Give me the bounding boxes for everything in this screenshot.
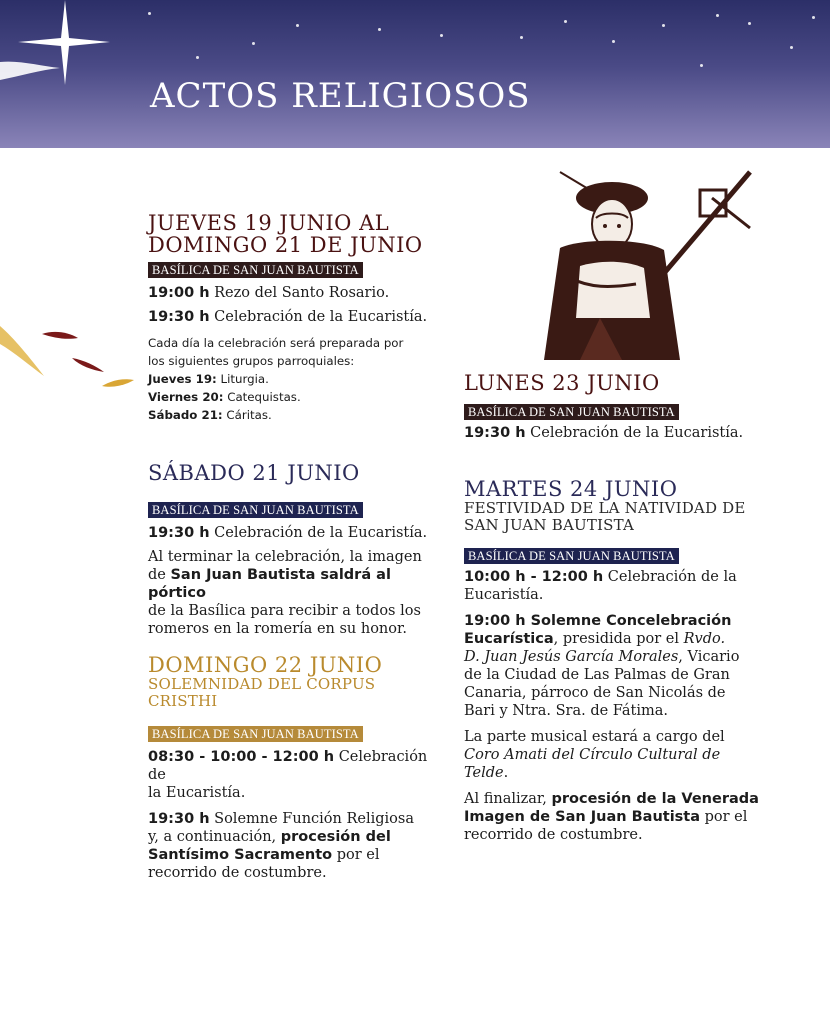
event-time: 19:30 h bbox=[148, 525, 210, 541]
event-time: 10:00 h - 12:00 h bbox=[464, 569, 604, 585]
event-time: 08:30 - 10:00 - 12:00 h bbox=[148, 749, 335, 765]
header-banner bbox=[0, 0, 830, 148]
event-row: 10:00 h - 12:00 h Celebración de la Eucaristía. bbox=[464, 569, 737, 603]
section-subheading: FESTIVIDAD DE LA NATIVIDAD DE SAN JUAN BAUTISTA bbox=[464, 499, 746, 534]
venue-badge: BASÍLICA DE SAN JUAN BAUTISTA bbox=[148, 262, 363, 278]
venue-badge: BASÍLICA DE SAN JUAN BAUTISTA bbox=[148, 502, 363, 518]
star-icon bbox=[0, 0, 140, 110]
event-text: Celebración de la Eucaristía. bbox=[214, 309, 428, 325]
section-heading: LUNES 23 JUNIO bbox=[464, 371, 660, 395]
page-title: ACTOS RELIGIOSOS bbox=[150, 76, 531, 116]
section-heading: DOMINGO 22 JUNIO bbox=[148, 653, 383, 677]
event-time: 19:30 h bbox=[148, 811, 210, 827]
group-row: Viernes 20: Catequistas. bbox=[148, 390, 301, 404]
event-text: Rezo del Santo Rosario. bbox=[214, 285, 390, 301]
section-jueves-domingo bbox=[148, 212, 448, 424]
group-row: Jueves 19: Liturgia. bbox=[148, 372, 269, 386]
event-row: 08:30 - 10:00 - 12:00 h Celebración de la Eucaristía. bbox=[148, 749, 428, 801]
event-row bbox=[148, 284, 448, 302]
event-row bbox=[148, 308, 448, 326]
event-time: 19:30 h bbox=[148, 309, 210, 325]
event-text: Celebración de la Eucaristía. bbox=[214, 525, 428, 541]
note-text: Cada día la celebración será preparada por los siguientes grupos parroquiales: bbox=[148, 336, 404, 368]
saint-illustration bbox=[540, 168, 760, 360]
section-martes bbox=[464, 478, 794, 844]
event-row: 19:30 h Solemne Función Religiosa y, a continuación, procesión del Santísimo Sacramento por el recorrido de costumbre. bbox=[148, 811, 414, 881]
section-domingo bbox=[148, 654, 448, 882]
section-heading: MARTES 24 JUNIO bbox=[464, 477, 678, 501]
paragraph: Al terminar la celebración, la imagen de San Juan Bautista saldrá al pórtico de la Basílica para recibir a todos los romeros en la romería en su honor. bbox=[148, 549, 422, 637]
venue-badge: BASÍLICA DE SAN JUAN BAUTISTA bbox=[148, 726, 363, 742]
group-row: Sábado 21: Cáritas. bbox=[148, 408, 272, 422]
event-text: Celebración de la Eucaristía. bbox=[530, 425, 744, 441]
section-lunes bbox=[464, 372, 794, 442]
event-time: 19:30 h bbox=[464, 425, 526, 441]
event-row bbox=[464, 424, 794, 442]
venue-badge: BASÍLICA DE SAN JUAN BAUTISTA bbox=[464, 548, 679, 564]
event-row: 19:00 h Solemne Concelebración Eucarística, presidida por el Rvdo. D. Juan Jesús García Morales, Vicario de la Ciudad de Las Palmas de Gran Canaria, párroco de San Nicolás de Bari y Ntra. Sra. de Fátima. bbox=[464, 613, 740, 719]
section-heading: SÁBADO 21 JUNIO bbox=[148, 461, 360, 485]
event-time: 19:00 h bbox=[148, 285, 210, 301]
event-row bbox=[148, 524, 448, 542]
section-subheading: SOLEMNIDAD DEL CORPUS CRISTHI bbox=[148, 675, 376, 710]
section-heading: JUEVES 19 JUNIO AL DOMINGO 21 DE JUNIO bbox=[148, 211, 423, 257]
section-sabado bbox=[148, 462, 448, 638]
leaves-decoration bbox=[0, 318, 140, 398]
venue-badge: BASÍLICA DE SAN JUAN BAUTISTA bbox=[464, 404, 679, 420]
music-note: La parte musical estará a cargo del Coro Amati del Círculo Cultural de Telde. bbox=[464, 729, 725, 781]
final-note: Al finalizar, procesión de la Venerada Imagen de San Juan Bautista por el recorrido de costumbre. bbox=[464, 791, 759, 843]
